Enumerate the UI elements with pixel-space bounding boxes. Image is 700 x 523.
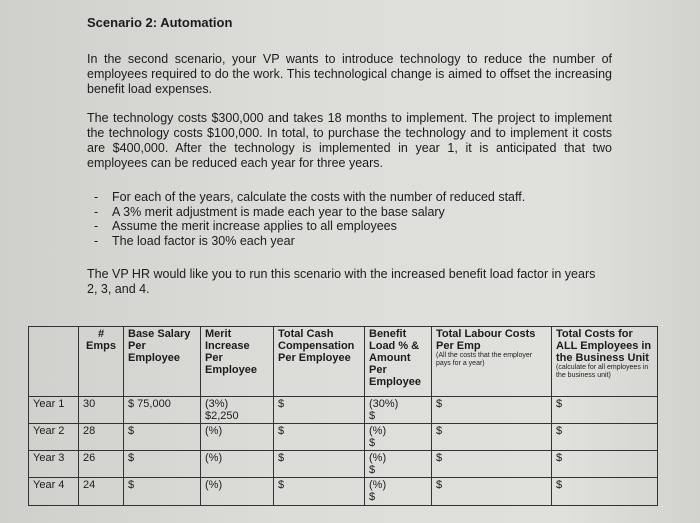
cell-text: $ 75,000	[128, 398, 171, 410]
list-item: - The load factor is 30% each year	[112, 234, 525, 249]
cell-text: $	[128, 452, 135, 464]
cell-emps	[79, 397, 124, 424]
cell-base	[124, 478, 201, 506]
cell-merit	[201, 451, 274, 478]
table-row	[29, 478, 658, 506]
cell-text: $	[278, 425, 285, 437]
cell-labour	[432, 397, 552, 424]
cell-text: $	[128, 425, 135, 437]
cell-labour	[432, 478, 552, 506]
cell-text: $	[369, 464, 376, 476]
cell-cash	[274, 451, 365, 478]
cell-year	[29, 424, 79, 451]
cost-table	[28, 326, 658, 506]
cell-total	[552, 397, 658, 424]
table-row	[29, 451, 658, 478]
intro-paragraph: In the second scenario, your VP wants to introduce technology to reduce the number of employees required to do the work. This technological change is aimed to offset the increasing benefit load expenses.	[87, 52, 612, 96]
cell-text: (%)	[205, 479, 223, 491]
header-labour-costs: Total Labour Costs Per Emp (All the costs that the employer pays for a year)	[432, 327, 552, 397]
cell-year	[29, 478, 79, 506]
cell-text: (%)	[369, 479, 387, 491]
cell-merit	[201, 424, 274, 451]
cell-text: $	[556, 479, 563, 491]
cell-benefit	[365, 397, 432, 424]
cell-text: (3%)	[205, 398, 229, 410]
cell-base	[124, 397, 201, 424]
cell-cash	[274, 478, 365, 506]
cell-text: $	[436, 425, 443, 437]
header-total-costs: Total Costs for ALL Employees in the Business Unit (calculate for all employees in the business unit)	[552, 327, 658, 397]
header-emps: # Emps	[79, 327, 124, 397]
cell-text: $	[278, 398, 285, 410]
cell-text: $	[556, 398, 563, 410]
cell-text: $	[369, 437, 376, 449]
cell-text: 24	[83, 479, 96, 491]
cell-total	[552, 424, 658, 451]
cell-text: 28	[83, 425, 96, 437]
list-item: - A 3% merit adjustment is made each year to the base salary	[112, 205, 525, 220]
cell-text: $	[556, 425, 563, 437]
cell-labour	[432, 451, 552, 478]
cost-paragraph: The technology costs $300,000 and takes 18 months to implement. The project to implement the technology costs $100,000. In total, to purchase the technology and to implement it costs are $400,000. After the technology is implemented in year 1, it is anticipated that two employees can be reduced each year for three years.	[87, 111, 612, 170]
cell-merit	[201, 478, 274, 506]
cell-benefit	[365, 424, 432, 451]
list-item: - For each of the years, calculate the costs with the number of reduced staff.	[112, 190, 525, 205]
vp-request-paragraph: The VP HR would like you to run this scenario with the increased benefit load factor in years 2, 3, and 4.	[87, 267, 596, 296]
cell-benefit	[365, 478, 432, 506]
cell-text: (%)	[369, 452, 387, 464]
assumption-list	[112, 190, 525, 248]
cell-emps	[79, 451, 124, 478]
cell-labour	[432, 424, 552, 451]
header-base-salary: Base Salary Per Employee	[124, 327, 201, 397]
cell-text: $	[436, 398, 443, 410]
cell-year	[29, 397, 79, 424]
cell-total	[552, 478, 658, 506]
cell-text: (%)	[369, 425, 387, 437]
cell-emps	[79, 478, 124, 506]
cell-merit	[201, 397, 274, 424]
cell-total	[552, 451, 658, 478]
cell-text: (30%)	[369, 398, 399, 410]
cell-text: (%)	[205, 425, 223, 437]
cell-text: $	[436, 452, 443, 464]
cell-text: $	[369, 410, 376, 422]
header-merit: Merit Increase Per Employee	[201, 327, 274, 397]
table-row	[29, 397, 658, 424]
cell-text: Year 4	[33, 479, 65, 491]
cell-text: $	[436, 479, 443, 491]
cell-benefit	[365, 451, 432, 478]
cell-cash	[274, 424, 365, 451]
cell-text: Year 1	[33, 398, 65, 410]
cell-text: $	[556, 452, 563, 464]
cell-emps	[79, 424, 124, 451]
cell-base	[124, 424, 201, 451]
cell-text: $	[278, 479, 285, 491]
cell-text: (%)	[205, 452, 223, 464]
scenario-title: Scenario 2: Automation	[87, 15, 233, 30]
cell-base	[124, 451, 201, 478]
cell-cash	[274, 397, 365, 424]
cell-year	[29, 451, 79, 478]
cell-text: $2,250	[205, 410, 239, 422]
cell-text: $	[278, 452, 285, 464]
list-item: - Assume the merit increase applies to all employees	[112, 219, 525, 234]
table-row	[29, 424, 658, 451]
header-total-cash: Total Cash Compensation Per Employee	[274, 327, 365, 397]
cell-text: $	[369, 491, 376, 503]
cell-text: Year 2	[33, 425, 65, 437]
cell-text: $	[128, 479, 135, 491]
header-benefit-load: Benefit Load % & Amount Per Employee	[365, 327, 432, 397]
cell-text: 30	[83, 398, 96, 410]
header-blank	[29, 327, 79, 397]
cell-text: 26	[83, 452, 96, 464]
cell-text: Year 3	[33, 452, 65, 464]
